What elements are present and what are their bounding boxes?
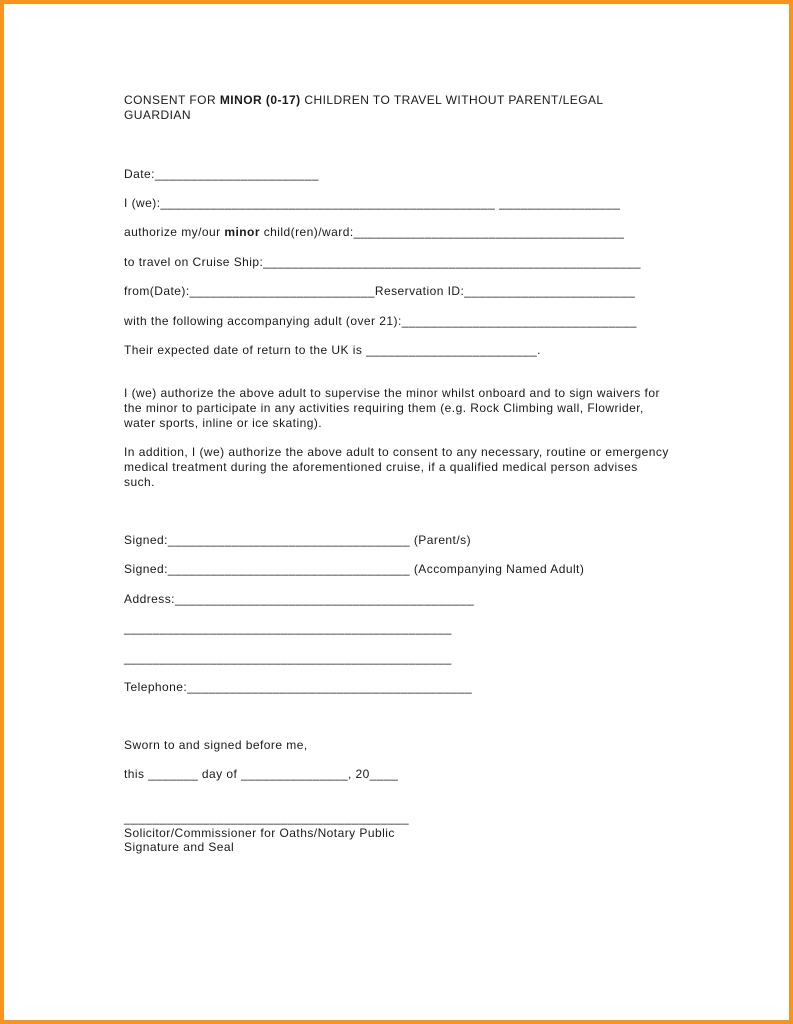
sworn-date-field[interactable]: this _______ day of _______________, 20____	[124, 767, 399, 781]
signature-seal-label: Signature and Seal	[124, 840, 235, 854]
officer-signature-line[interactable]: ________________________________________	[124, 811, 409, 825]
officer-title: Solicitor/Commissioner for Oaths/Notary Public	[124, 826, 395, 840]
telephone-field[interactable]: Telephone:________________________________________	[124, 680, 473, 694]
minor-name-field[interactable]	[124, 225, 624, 240]
authorize-suffix: child(ren)/ward:______________________________________	[259, 225, 625, 239]
minor-bold: minor	[224, 225, 260, 239]
sworn-statement: Sworn to and signed before me,	[124, 738, 308, 752]
cruise-ship-field[interactable]: to travel on Cruise Ship:_____________________________________________________	[124, 255, 641, 269]
date-field[interactable]: Date:_______________________	[124, 167, 319, 181]
address-field[interactable]: Address:__________________________________________	[124, 592, 475, 606]
date-reservation-field[interactable]: from(Date):__________________________Reservation ID:________________________	[124, 284, 636, 298]
authorize-prefix: authorize my/our	[124, 225, 225, 239]
form-title-line2: GUARDIAN	[124, 108, 191, 122]
title-minor-bold: MINOR (0-17)	[219, 93, 301, 107]
medical-paragraph: In addition, I (we) authorize the above adult to consent to any necessary, routine or emergency medical treatment during the aforementioned cruise, if a qualified medical person advises such.	[124, 445, 669, 489]
title-suffix: CHILDREN TO TRAVEL WITHOUT PARENT/LEGAL	[300, 93, 604, 107]
address-line-3[interactable]: ______________________________________________	[124, 651, 452, 665]
accompanying-adult-field[interactable]: with the following accompanying adult (over 21):_________________________________	[124, 314, 637, 328]
supervise-paragraph: I (we) authorize the above adult to supervise the minor whilst onboard and to sign waivers for the minor to participate in any activities requiring them (e.g. Rock Climbing wall, Flowrider, water sports, inline or ice skating).	[124, 386, 660, 430]
address-line-2[interactable]: ______________________________________________	[124, 621, 452, 635]
parent-name-field[interactable]: I (we):_______________________________________________ _________________	[124, 196, 621, 210]
return-date-field[interactable]: Their expected date of return to the UK is ________________________.	[124, 343, 541, 357]
adult-signature-field[interactable]: Signed:__________________________________ (Accompanying Named Adult)	[124, 562, 585, 576]
parent-signature-field[interactable]: Signed:__________________________________ (Parent/s)	[124, 533, 472, 547]
title-prefix: CONSENT FOR	[124, 93, 220, 107]
form-title	[124, 93, 604, 108]
